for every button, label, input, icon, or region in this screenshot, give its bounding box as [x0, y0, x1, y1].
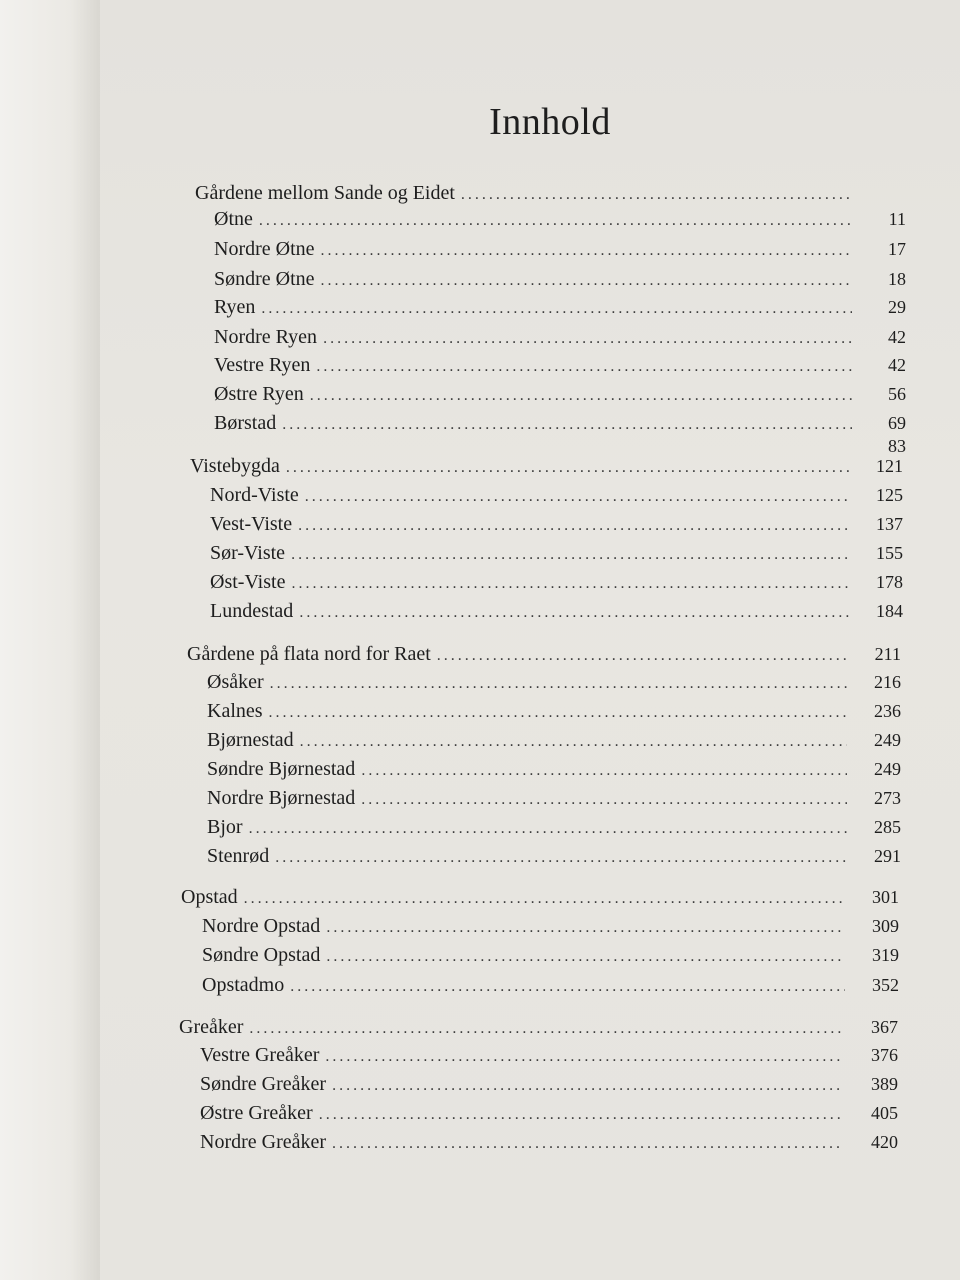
toc-entry — [202, 974, 899, 1002]
dot-leader — [310, 387, 852, 405]
dot-leader — [291, 575, 849, 593]
entry-title: Vestre Ryen — [214, 354, 311, 376]
entry-title: Nordre Ryen — [214, 326, 318, 348]
entry-page-number: 17 — [888, 239, 906, 259]
toc-entry — [214, 354, 906, 382]
entry-title: Søndre Bjørnestad — [207, 758, 356, 780]
toc-entry — [214, 296, 906, 324]
entry-page-number: 273 — [874, 788, 901, 808]
entry-page-number: 420 — [871, 1132, 898, 1152]
dot-leader — [290, 978, 845, 996]
dot-leader — [249, 820, 847, 838]
entry-page-number: 405 — [871, 1103, 898, 1123]
dot-leader — [437, 647, 847, 665]
toc-section-heading — [190, 455, 903, 483]
dot-leader — [286, 459, 849, 477]
dot-leader — [461, 186, 852, 204]
dot-leader — [361, 791, 847, 809]
dot-leader — [332, 1077, 844, 1095]
entry-page-number: 11 — [888, 209, 906, 229]
entry-title: Bjor — [207, 816, 243, 838]
entry-page-number: 352 — [872, 975, 899, 995]
dot-leader — [244, 890, 845, 908]
entry-page-number: 137 — [876, 514, 903, 534]
entry-page-number: 125 — [876, 485, 903, 505]
dot-leader — [261, 300, 852, 318]
entry-title: Søndre Opstad — [202, 944, 321, 966]
dot-leader — [326, 919, 845, 937]
entry-title: Kalnes — [207, 700, 263, 722]
toc-entry — [207, 671, 901, 699]
entry-page-number: 389 — [871, 1074, 898, 1094]
dot-leader — [270, 675, 847, 693]
dot-leader — [321, 272, 852, 290]
toc-entry — [207, 816, 901, 844]
dot-leader — [319, 1106, 844, 1124]
entry-title: Vistebygda — [190, 455, 280, 477]
page-gutter — [0, 0, 100, 1280]
trailing-page-number: 83 — [888, 436, 906, 456]
table-of-contents — [100, 0, 960, 1280]
entry-page-number: 121 — [876, 456, 903, 476]
toc-entry — [210, 600, 903, 628]
toc-entry — [207, 729, 901, 757]
toc-section-heading — [179, 1016, 898, 1044]
entry-page-number: 178 — [876, 572, 903, 592]
entry-page-number: 29 — [888, 297, 906, 317]
entry-title: Gårdene på flata nord for Raet — [187, 643, 431, 665]
entry-title: Øsåker — [207, 671, 264, 693]
entry-page-number: 236 — [874, 701, 901, 721]
toc-entry — [210, 513, 903, 541]
entry-title: Greåker — [179, 1016, 244, 1038]
entry-page-number: 155 — [876, 543, 903, 563]
entry-page-number: 18 — [888, 269, 906, 289]
entry-page-number: 291 — [874, 846, 901, 866]
dot-leader — [332, 1135, 844, 1153]
toc-entry — [214, 326, 906, 354]
dot-leader — [325, 1048, 844, 1066]
entry-page-number: 309 — [872, 916, 899, 936]
entry-title: Vest-Viste — [210, 513, 293, 535]
toc-section-heading — [195, 182, 906, 210]
toc-entry — [210, 542, 903, 570]
toc-entry — [207, 758, 901, 786]
dot-leader — [361, 762, 847, 780]
entry-title: Nord-Viste — [210, 484, 299, 506]
book-page — [100, 0, 960, 1280]
entry-page-number: 285 — [874, 817, 901, 837]
entry-title: Bjørnestad — [207, 729, 294, 751]
toc-entry — [202, 944, 899, 972]
entry-page-number: 184 — [876, 601, 903, 621]
entry-page-number: 319 — [872, 945, 899, 965]
entry-page-number: 69 — [888, 413, 906, 433]
entry-page-number: 216 — [874, 672, 901, 692]
dot-leader — [305, 488, 849, 506]
toc-entry — [214, 208, 906, 236]
toc-entry — [200, 1073, 898, 1101]
entry-page-number: 249 — [874, 759, 901, 779]
entry-page-number: 42 — [888, 327, 906, 347]
entry-page-number: 367 — [871, 1017, 898, 1037]
entry-title: Vestre Greåker — [200, 1044, 320, 1066]
entry-title: Nordre Opstad — [202, 915, 321, 937]
dot-leader — [269, 704, 847, 722]
toc-entry — [210, 571, 903, 599]
entry-title: Ryen — [214, 296, 256, 318]
entry-page-number: 301 — [872, 887, 899, 907]
entry-title: Sør-Viste — [210, 542, 286, 564]
dot-leader — [282, 416, 852, 434]
toc-entry — [200, 1131, 898, 1159]
toc-section-heading — [187, 643, 901, 671]
dot-leader — [249, 1020, 844, 1038]
dot-leader — [323, 330, 852, 348]
entry-title: Søndre Øtne — [214, 268, 315, 290]
dot-leader — [275, 849, 847, 867]
dot-leader — [299, 604, 849, 622]
page-title: Innhold — [489, 101, 611, 143]
entry-title: Gårdene mellom Sande og Eidet — [195, 182, 455, 204]
toc-entry — [207, 787, 901, 815]
dot-leader — [321, 242, 852, 260]
dot-leader — [300, 733, 847, 751]
toc-entry — [200, 1102, 898, 1130]
entry-title: Østre Ryen — [214, 383, 304, 405]
entry-title: Søndre Greåker — [200, 1073, 327, 1095]
toc-entry — [214, 383, 906, 411]
entry-page-number: 42 — [888, 355, 906, 375]
entry-title: Østre Greåker — [200, 1102, 313, 1124]
toc-entry — [214, 238, 906, 266]
entry-page-number: 376 — [871, 1045, 898, 1065]
toc-entry — [200, 1044, 898, 1072]
entry-page-number: 249 — [874, 730, 901, 750]
dot-leader — [291, 546, 849, 564]
entry-title: Nordre Greåker — [200, 1131, 327, 1153]
entry-title: Nordre Bjørnestad — [207, 787, 356, 809]
entry-title: Stenrød — [207, 845, 270, 867]
toc-section-heading — [181, 886, 899, 914]
dot-leader — [316, 358, 852, 376]
toc-entry — [214, 412, 906, 440]
toc-entry — [210, 484, 903, 512]
dot-leader — [326, 948, 845, 966]
entry-title: Øtne — [214, 208, 253, 230]
entry-page-number: 211 — [874, 644, 901, 664]
dot-leader — [298, 517, 849, 535]
dot-leader — [259, 212, 852, 230]
entry-title: Nordre Øtne — [214, 238, 315, 260]
entry-page-number: 56 — [888, 384, 906, 404]
entry-title: Opstad — [181, 886, 238, 908]
entry-title: Lundestad — [210, 600, 294, 622]
toc-entry — [207, 845, 901, 873]
entry-title: Øst-Viste — [210, 571, 286, 593]
entry-title: Opstadmo — [202, 974, 285, 996]
toc-entry — [214, 268, 906, 296]
toc-entry — [207, 700, 901, 728]
toc-entry — [202, 915, 899, 943]
entry-title: Børstad — [214, 412, 277, 434]
